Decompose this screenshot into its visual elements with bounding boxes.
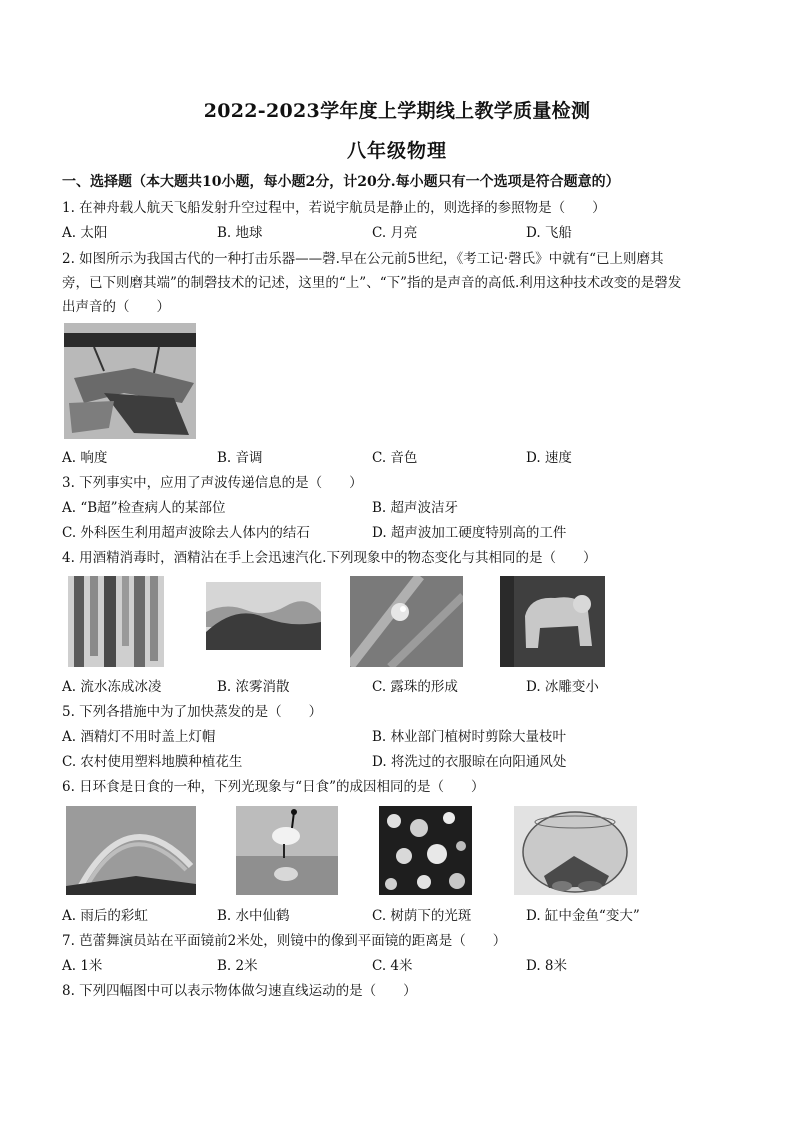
q7-option-c: C. 4米 bbox=[372, 958, 413, 974]
question-1-stem: 1. 在神舟载人航天飞船发射升空过程中，若说宇航员是静止的，则选择的参照物是（ ） bbox=[62, 200, 606, 216]
q1-option-c: C. 月亮 bbox=[372, 225, 418, 241]
q2-option-b: B. 音调 bbox=[217, 450, 263, 466]
question-3-stem: 3. 下列事实中，应用了声波传递信息的是（ ） bbox=[62, 475, 363, 491]
q4-option-d: D. 冰雕变小 bbox=[526, 679, 599, 695]
q7-option-a: A. 1米 bbox=[62, 958, 103, 974]
exam-title: 2022-2023学年度上学期线上教学质量检测 bbox=[203, 100, 591, 122]
chime-stone-image bbox=[64, 323, 196, 439]
q3-option-d: D. 超声波加工硬度特别高的工件 bbox=[372, 525, 567, 541]
question-6-stem: 6. 日环食是日食的一种，下列光现象与“日食”的成因相同的是（ ） bbox=[62, 779, 485, 795]
q5-option-b: B. 林业部门植树时剪除大量枝叶 bbox=[372, 729, 567, 745]
q7-option-b: B. 2米 bbox=[217, 958, 258, 974]
question-4-stem: 4. 用酒精消毒时，酒精沾在手上会迅速汽化.下列现象中的物态变化与其相同的是（ ） bbox=[62, 550, 597, 566]
q1-option-b: B. 地球 bbox=[217, 225, 263, 241]
q2-option-d: D. 速度 bbox=[526, 450, 572, 466]
q7-option-d: D. 8米 bbox=[526, 958, 568, 974]
q6-option-c: C. 树荫下的光斑 bbox=[372, 908, 472, 924]
question-2-stem-line2: 旁，已下则磨其端”的制磬技术的记述，这里的“上”、“下”指的是声音的高低.利用这种技术改变的是磬发 bbox=[62, 275, 682, 291]
question-5-stem: 5. 下列各措施中为了加快蒸发的是（ ） bbox=[62, 704, 323, 720]
question-2-stem-line1: 2. 如图所示为我国古代的一种打击乐器——磬.早在公元前5世纪，《考工记·磬氏》中就有“已上则磨其 bbox=[62, 251, 664, 267]
q6-option-d: D. 缸中金鱼“变大” bbox=[526, 908, 640, 924]
q3-option-b: B. 超声波洁牙 bbox=[372, 500, 459, 516]
question-2-stem-line3: 出声音的（ ） bbox=[62, 299, 170, 315]
ice-sculpture-image bbox=[500, 576, 605, 667]
q5-option-d: D. 将洗过的衣服晾在向阳通风处 bbox=[372, 754, 567, 770]
q3-option-a: A. “B超”检查病人的某部位 bbox=[62, 500, 226, 516]
q1-option-a: A. 太阳 bbox=[62, 225, 108, 241]
dewdrop-image bbox=[350, 576, 463, 667]
q5-option-c: C. 农村使用塑料地膜种植花生 bbox=[62, 754, 243, 770]
question-8-stem: 8. 下列四幅图中可以表示物体做匀速直线运动的是（ ） bbox=[62, 983, 417, 999]
q4-option-c: C. 露珠的形成 bbox=[372, 679, 458, 695]
q4-option-a: A. 流水冻成冰凌 bbox=[62, 679, 162, 695]
section-heading: 一、选择题（本大题共10小题，每小题2分，计20分.每小题只有一个选项是符合题意的） bbox=[62, 174, 620, 190]
question-7-stem: 7. 芭蕾舞演员站在平面镜前2米处，则镜中的像到平面镜的距离是（ ） bbox=[62, 933, 507, 949]
icicles-image bbox=[68, 576, 164, 667]
q6-option-a: A. 雨后的彩虹 bbox=[62, 908, 148, 924]
q4-option-b: B. 浓雾消散 bbox=[217, 679, 290, 695]
crane-reflection-image bbox=[236, 806, 338, 895]
q3-option-c: C. 外科医生利用超声波除去人体内的结石 bbox=[62, 525, 310, 541]
exam-subtitle: 八年级物理 bbox=[346, 140, 447, 162]
goldfish-bowl-image bbox=[514, 806, 637, 895]
q2-option-c: C. 音色 bbox=[372, 450, 418, 466]
light-spots-image bbox=[379, 806, 472, 895]
rainbow-image bbox=[66, 806, 196, 895]
q1-option-d: D. 飞船 bbox=[526, 225, 572, 241]
q5-option-a: A. 酒精灯不用时盖上灯帽 bbox=[62, 729, 216, 745]
q6-option-b: B. 水中仙鹤 bbox=[217, 908, 290, 924]
q2-option-a: A. 响度 bbox=[62, 450, 108, 466]
fog-mountain-image bbox=[206, 582, 321, 650]
